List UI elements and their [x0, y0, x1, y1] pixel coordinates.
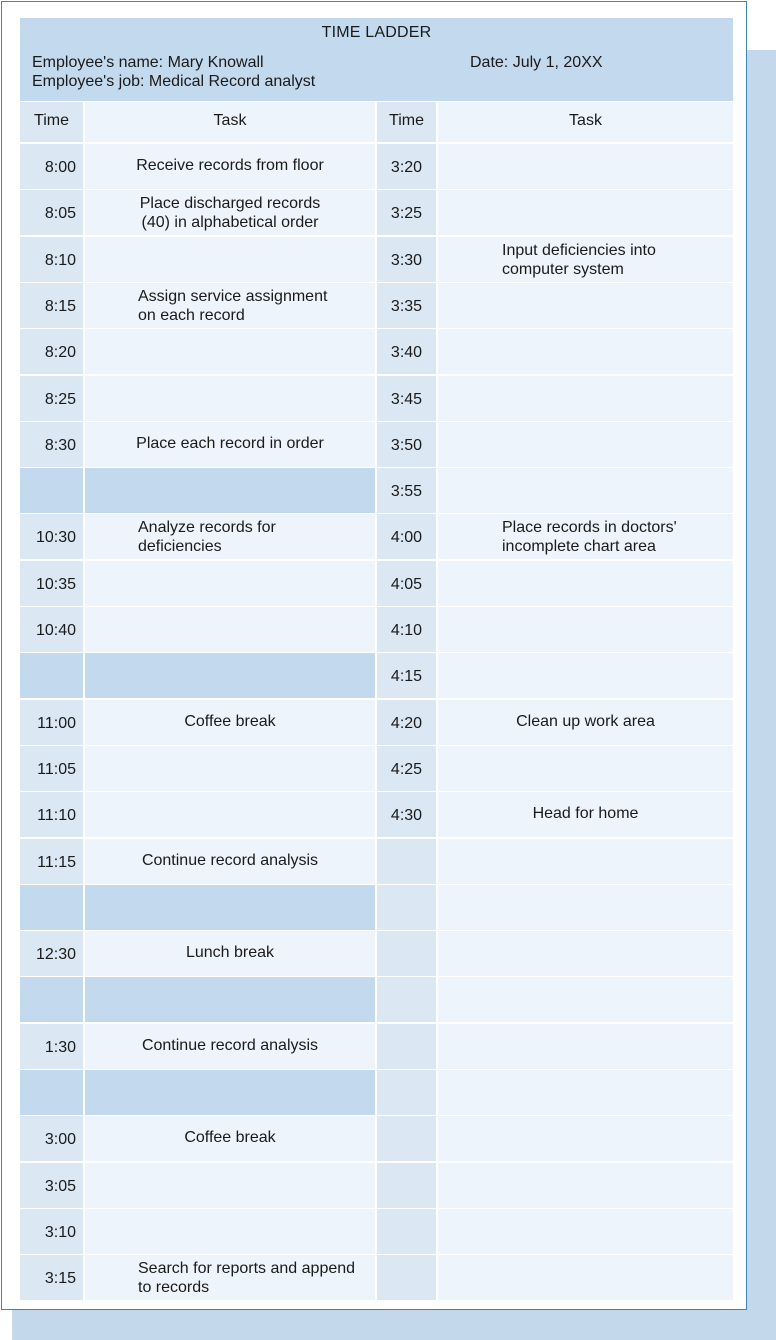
time-cell: 3:40	[377, 329, 436, 374]
column-header-time: Time	[377, 102, 436, 142]
task-cell	[438, 237, 733, 282]
task-cell	[438, 977, 733, 1022]
task-cell	[85, 329, 375, 374]
time-cell: 11:15	[20, 839, 83, 884]
task-cell	[438, 1116, 733, 1161]
time-cell: 8:15	[20, 283, 83, 328]
task-cell	[438, 931, 733, 976]
time-cell: 3:20	[377, 144, 436, 189]
time-cell: 3:25	[377, 190, 436, 235]
task-text: Assign service assignment on each record	[138, 288, 328, 324]
task-cell	[438, 792, 733, 837]
task-cell	[85, 144, 375, 189]
time-cell: 3:10	[20, 1209, 83, 1254]
task-cell	[85, 1209, 375, 1254]
time-cell: 11:00	[20, 700, 83, 745]
time-cell: 8:00	[20, 144, 83, 189]
task-cell	[85, 1116, 375, 1161]
time-cell	[377, 839, 436, 884]
time-cell: 4:30	[377, 792, 436, 837]
time-cell: 4:00	[377, 514, 436, 559]
task-text: Continue record analysis	[141, 852, 319, 869]
task-cell	[85, 1163, 375, 1208]
time-cell	[377, 1163, 436, 1208]
time-cell: 11:05	[20, 746, 83, 791]
time-cell: 8:25	[20, 376, 83, 421]
task-gap-cell	[85, 468, 375, 513]
task-text: Receive records from floor	[136, 157, 324, 174]
time-cell: 3:15	[20, 1255, 83, 1300]
task-gap-cell	[85, 653, 375, 698]
task-text: Place each record in order	[136, 435, 324, 452]
task-cell	[438, 1209, 733, 1254]
time-cell	[377, 1116, 436, 1161]
date-value: July 1, 20XX	[512, 54, 603, 71]
time-cell	[377, 885, 436, 930]
task-text: Clean up work area	[516, 713, 655, 730]
time-cell: 3:00	[20, 1116, 83, 1161]
task-cell	[438, 746, 733, 791]
time-cell: 4:20	[377, 700, 436, 745]
time-cell: 3:30	[377, 237, 436, 282]
task-text: Coffee break	[184, 713, 276, 730]
time-cell	[377, 1255, 436, 1300]
time-cell	[377, 1070, 436, 1115]
time-cell: 3:05	[20, 1163, 83, 1208]
time-cell	[377, 931, 436, 976]
task-cell	[438, 468, 733, 513]
task-cell	[438, 839, 733, 884]
time-gap-cell	[20, 885, 83, 930]
time-cell	[377, 977, 436, 1022]
time-cell: 4:15	[377, 653, 436, 698]
employee-name	[32, 54, 264, 72]
task-cell	[85, 376, 375, 421]
task-cell	[438, 561, 733, 606]
task-cell	[438, 607, 733, 652]
column-header-time: Time	[20, 102, 83, 142]
time-cell: 8:20	[20, 329, 83, 374]
employee-name-value: Mary Knowall	[167, 54, 264, 71]
task-cell	[438, 422, 733, 467]
task-cell	[85, 746, 375, 791]
time-cell: 12:30	[20, 931, 83, 976]
time-cell: 4:10	[377, 607, 436, 652]
task-cell	[438, 514, 733, 559]
time-cell	[377, 1209, 436, 1254]
employee-job-label: Employee's job:	[32, 73, 145, 90]
task-cell	[438, 329, 733, 374]
form-date	[470, 54, 603, 72]
task-cell	[438, 1024, 733, 1069]
task-text: Analyze records for deficiencies	[138, 519, 276, 555]
task-cell	[438, 1163, 733, 1208]
task-cell	[438, 1070, 733, 1115]
time-cell: 10:40	[20, 607, 83, 652]
task-cell	[85, 190, 375, 235]
task-text: Coffee break	[184, 1129, 276, 1146]
form-header	[20, 18, 733, 101]
time-cell: 4:05	[377, 561, 436, 606]
time-cell: 8:30	[20, 422, 83, 467]
task-cell	[85, 792, 375, 837]
task-text: Head for home	[532, 805, 639, 822]
employee-job	[32, 73, 315, 91]
task-text: Search for reports and append to records	[138, 1260, 356, 1296]
task-cell	[85, 607, 375, 652]
task-cell	[85, 422, 375, 467]
time-cell: 4:25	[377, 746, 436, 791]
task-cell	[85, 931, 375, 976]
time-cell: 3:45	[377, 376, 436, 421]
employee-job-value: Medical Record analyst	[148, 73, 316, 90]
task-cell	[85, 839, 375, 884]
task-text: Place records in doctors' incomplete chart area	[502, 519, 677, 555]
task-cell	[438, 283, 733, 328]
time-cell: 3:50	[377, 422, 436, 467]
time-cell: 8:05	[20, 190, 83, 235]
task-cell	[438, 700, 733, 745]
task-cell	[85, 700, 375, 745]
time-ladder-form	[1, 1, 747, 1310]
task-cell	[85, 1255, 375, 1300]
task-cell	[85, 283, 375, 328]
task-text: Place discharged records (40) in alphabetical order	[139, 195, 321, 231]
time-cell: 3:55	[377, 468, 436, 513]
task-cell	[438, 376, 733, 421]
task-text: Continue record analysis	[141, 1037, 319, 1054]
time-gap-cell	[20, 977, 83, 1022]
time-cell: 10:30	[20, 514, 83, 559]
task-cell	[85, 561, 375, 606]
time-gap-cell	[20, 1070, 83, 1115]
task-cell	[85, 514, 375, 559]
time-cell: 8:10	[20, 237, 83, 282]
task-text: Input deficiencies into computer system	[502, 242, 656, 278]
time-cell: 3:35	[377, 283, 436, 328]
form-title: TIME LADDER	[321, 24, 432, 41]
task-cell	[438, 1255, 733, 1300]
task-gap-cell	[85, 1070, 375, 1115]
task-cell	[85, 237, 375, 282]
time-cell	[377, 1024, 436, 1069]
task-gap-cell	[85, 885, 375, 930]
time-gap-cell	[20, 653, 83, 698]
task-cell	[85, 1024, 375, 1069]
task-cell	[438, 144, 733, 189]
time-cell: 1:30	[20, 1024, 83, 1069]
task-gap-cell	[85, 977, 375, 1022]
task-cell	[438, 653, 733, 698]
time-cell: 10:35	[20, 561, 83, 606]
time-gap-cell	[20, 468, 83, 513]
date-label: Date:	[470, 54, 509, 71]
employee-name-label: Employee's name:	[32, 54, 164, 71]
task-cell	[438, 885, 733, 930]
column-header-task: Task	[438, 102, 733, 142]
column-header-task: Task	[85, 102, 375, 142]
time-cell: 11:10	[20, 792, 83, 837]
task-text: Lunch break	[185, 944, 275, 961]
task-cell	[438, 190, 733, 235]
